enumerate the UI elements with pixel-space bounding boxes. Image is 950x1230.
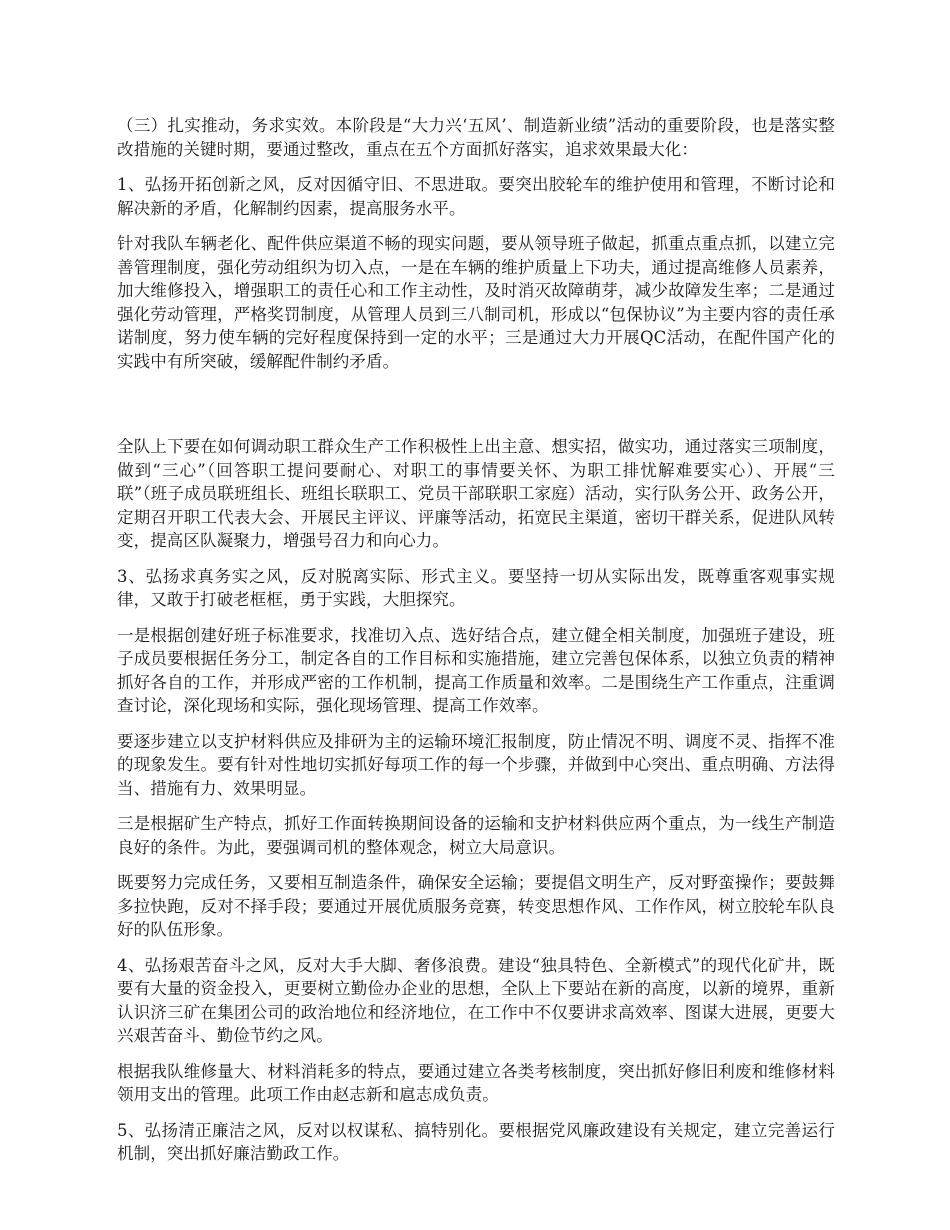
paragraph-point-3-detail-d: 既要努力完成任务，又要相互制造条件，确保安全运输；要提倡文明生产，反对野蛮操作；要鼓舞多拉快跑，反对不择手段；要通过开展优质服务竞赛，转变思想作风、工作作风，树立胶轮车队良好的队伍形象。 bbox=[117, 873, 835, 939]
paragraph-point-1: 1、弘扬开拓创新之风，反对因循守旧、不思进取。要突出胶轮车的维护使用和管理，不断讨论和解决新的矛盾，化解制约因素，提高服务水平。 bbox=[117, 175, 835, 218]
paragraph-point-3-detail-c: 三是根据矿生产特点，抓好工作面转换期间设备的运输和支护材料供应两个重点，为一线生产制造良好的条件。为此，要强调司机的整体观念，树立大局意识。 bbox=[117, 814, 835, 857]
paragraph-point-4: 4、弘扬艰苦奋斗之风，反对大手大脚、奢侈浪费。建设“独具特色、全新模式”的现代化矿井，既要有大量的资金投入，更要树立勤俭办企业的思想，全队上下要站在新的高度，以新的境界，重新认识济三矿在集团公司的政治地位和经济地位，在工作中不仅要讲求高效率、图谋大进展，更要大兴艰苦奋斗、勤俭节约之风。 bbox=[117, 955, 835, 1045]
paragraph-intro: （三）扎实推动，务求实效。本阶段是“大力兴‘五风’、制造新业绩”活动的重要阶段，也是落实整改措施的关键时期，要通过整改，重点在五个方面抓好落实，追求效果最大化： bbox=[117, 116, 835, 159]
paragraph-team-mobilization: 全队上下要在如何调动职工群众生产工作积极性上出主意、想实招，做实功，通过落实三项制度，做到“三心”（回答职工提问要耐心、对职工的事情要关怀、为职工排忧解难要实心）、开展“三联”（班子成员联班组长、班组长联职工、党员干部联职工家庭）活动，实行队务公开、政务公开，定期召开职工代表大会、开展民主评议、评廉等活动，拓宽民主渠道，密切干群关系，促进队风转变，提高区队凝聚力，增强号召力和向心力。 bbox=[117, 437, 835, 550]
paragraph-point-5: 5、弘扬清正廉洁之风，反对以权谋私、搞特别化。要根据党风廉政建设有关规定，建立完善运行机制，突出抓好廉洁勤政工作。 bbox=[117, 1120, 835, 1163]
document-body bbox=[117, 114, 835, 1178]
paragraph-point-1-detail: 针对我队车辆老化、配件供应渠道不畅的现实问题，要从领导班子做起，抓重点重点抓，以建立完善管理制度，强化劳动组织为切入点，一是在车辆的维护质量上下功夫，通过提高维修人员素养，加大维修投入，增强职工的责任心和工作主动性，及时消灭故障萌芽，减少故障发生率；二是通过强化劳动管理，严格奖罚制度，从管理人员到三八制司机，形成以“包保协议”为主要内容的责任承诺制度，努力使车辆的完好程度保持到一定的水平；三是通过大力开展QC活动，在配件国产化的实践中有所突破，缓解配件制约矛盾。 bbox=[117, 234, 835, 371]
blank-gap bbox=[117, 385, 835, 435]
paragraph-point-3: 3、弘扬求真务实之风，反对脱离实际、形式主义。要坚持一切从实际出发，既尊重客观事实规律，又敢于打破老框框，勇于实践，大胆探究。 bbox=[117, 566, 835, 609]
paragraph-point-4-detail: 根据我队维修量大、材料消耗多的特点，要通过建立各类考核制度，突出抓好修旧利废和维修材料领用支出的管理。此项工作由赵志新和扈志成负责。 bbox=[117, 1061, 835, 1104]
paragraph-point-3-detail-b: 要逐步建立以支护材料供应及排研为主的运输环境汇报制度，防止情况不明、调度不灵、指挥不准的现象发生。要有针对性地切实抓好每项工作的每一个步骤，并做到中心突出、重点明确、方法得当、措施有力、效果明显。 bbox=[117, 731, 835, 798]
paragraph-point-3-detail-a: 一是根据创建好班子标准要求，找准切入点、选好结合点，建立健全相关制度，加强班子建设，班子成员要根据任务分工，制定各自的工作目标和实施措施，建立完善包保体系，以独立负责的精神抓好各自的工作，并形成严密的工作机制，提高工作质量和效率。二是围绕生产工作重点，注重调查讨论，深化现场和实际，强化现场管理、提高工作效率。 bbox=[117, 625, 835, 715]
